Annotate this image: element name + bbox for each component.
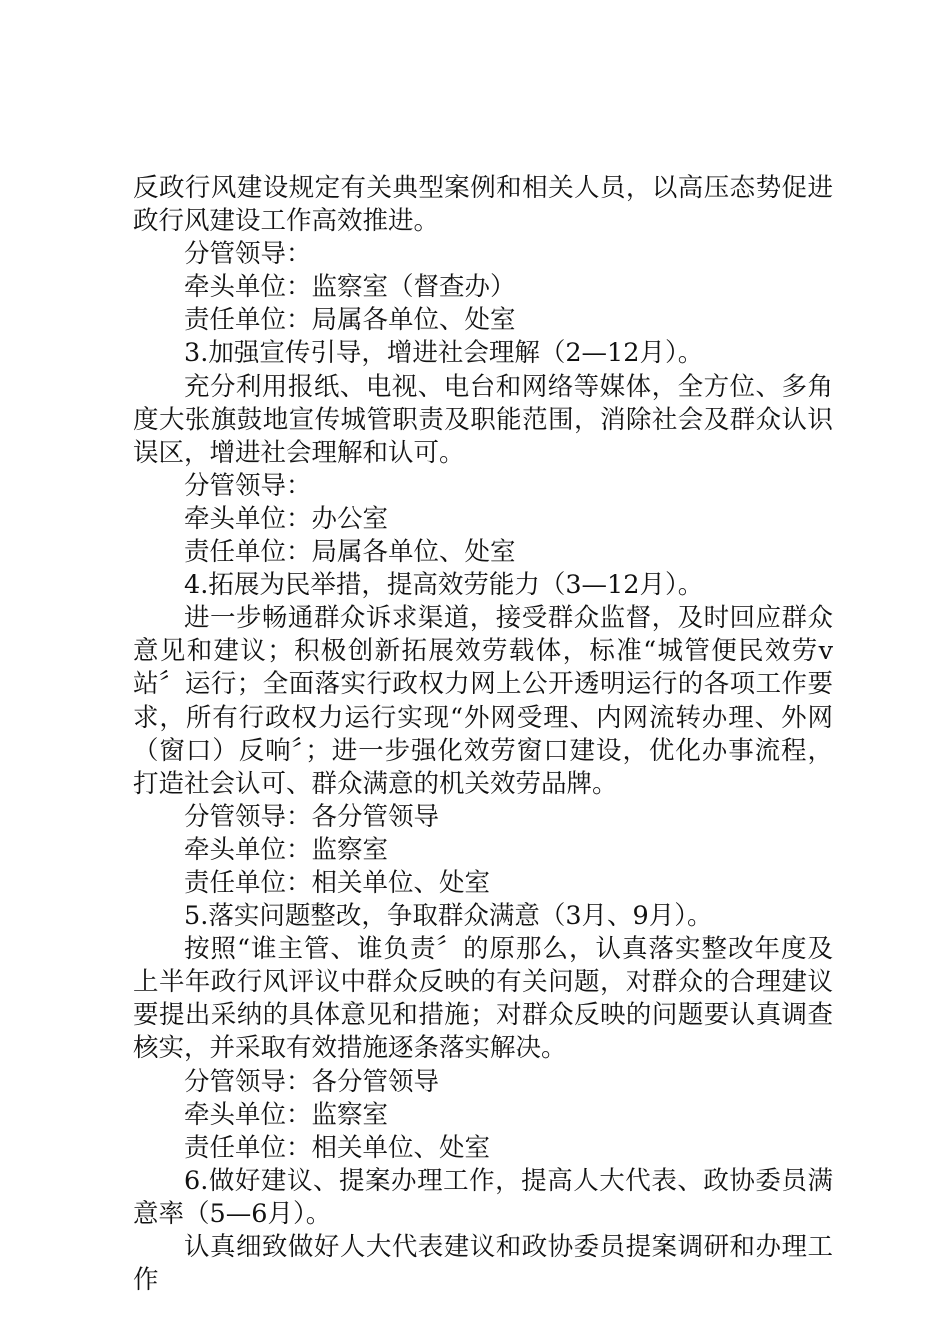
section-heading: 4.拓展为民举措，提高效劳能力（3—12月）。 (184, 570, 704, 601)
section-heading: 6.做好建议、提案办理工作，提高人大代表、政协委员满意率（5—6月）。 (133, 1165, 833, 1229)
paragraph: 牵头单位：监察室 (184, 1099, 389, 1130)
paragraph: 责任单位：局属各单位、处室 (184, 305, 516, 336)
paragraph: 牵头单位：监察室 (184, 834, 389, 865)
paragraph: 分管领导： (184, 470, 312, 501)
paragraph: 认真细致做好人大代表建议和政协委员提案调研和办理工作 (133, 1232, 833, 1296)
paragraph: 按照“谁主管、谁负责〞的原那么，认真落实整改年度及上半年政行风评议中群众反映的有关问题，对群众的合理建议要提出采纳的具体意见和措施；对群众反映的问题要认真调查核实，并采取有效措施逐条落实解决。 (133, 934, 833, 1064)
section-heading: 5.落实问题整改，争取群众满意（3月、9月）。 (184, 901, 713, 932)
paragraph: 责任单位：相关单位、处室 (184, 867, 491, 898)
paragraph: 分管领导： (184, 239, 312, 270)
paragraph: 充分利用报纸、电视、电台和网络等媒体，全方位、多角度大张旗鼓地宣传城管职责及职能范围，消除社会及群众认识误区，增进社会理解和认可。 (133, 371, 833, 468)
paragraph: 反政行风建设规定有关典型案例和相关人员，以高压态势促进政行风建设工作高效推进。 (133, 173, 833, 237)
paragraph: 牵头单位：监察室（督查办） (184, 272, 516, 303)
paragraph: 分管领导：各分管领导 (184, 1066, 440, 1097)
section-heading: 3.加强宣传引导，增进社会理解（2—12月）。 (184, 338, 704, 369)
paragraph: 分管领导：各分管领导 (184, 801, 440, 832)
paragraph: 进一步畅通群众诉求渠道，接受群众监督，及时回应群众意见和建议；积极创新拓展效劳载体，标准“城管便民效劳v站〞运行；全面落实行政权力网上公开透明运行的各项工作要求，所有行政权力运行实现“外网受理、内网流转办理、外网（窗口）反响〞；进一步强化效劳窗口建设，优化办事流程，打造社会认可、群众满意的机关效劳品牌。 (133, 603, 833, 799)
paragraph: 牵头单位：办公室 (184, 503, 389, 534)
document-body (133, 172, 833, 1297)
paragraph: 责任单位：相关单位、处室 (184, 1132, 491, 1163)
paragraph: 责任单位：局属各单位、处室 (184, 537, 516, 568)
